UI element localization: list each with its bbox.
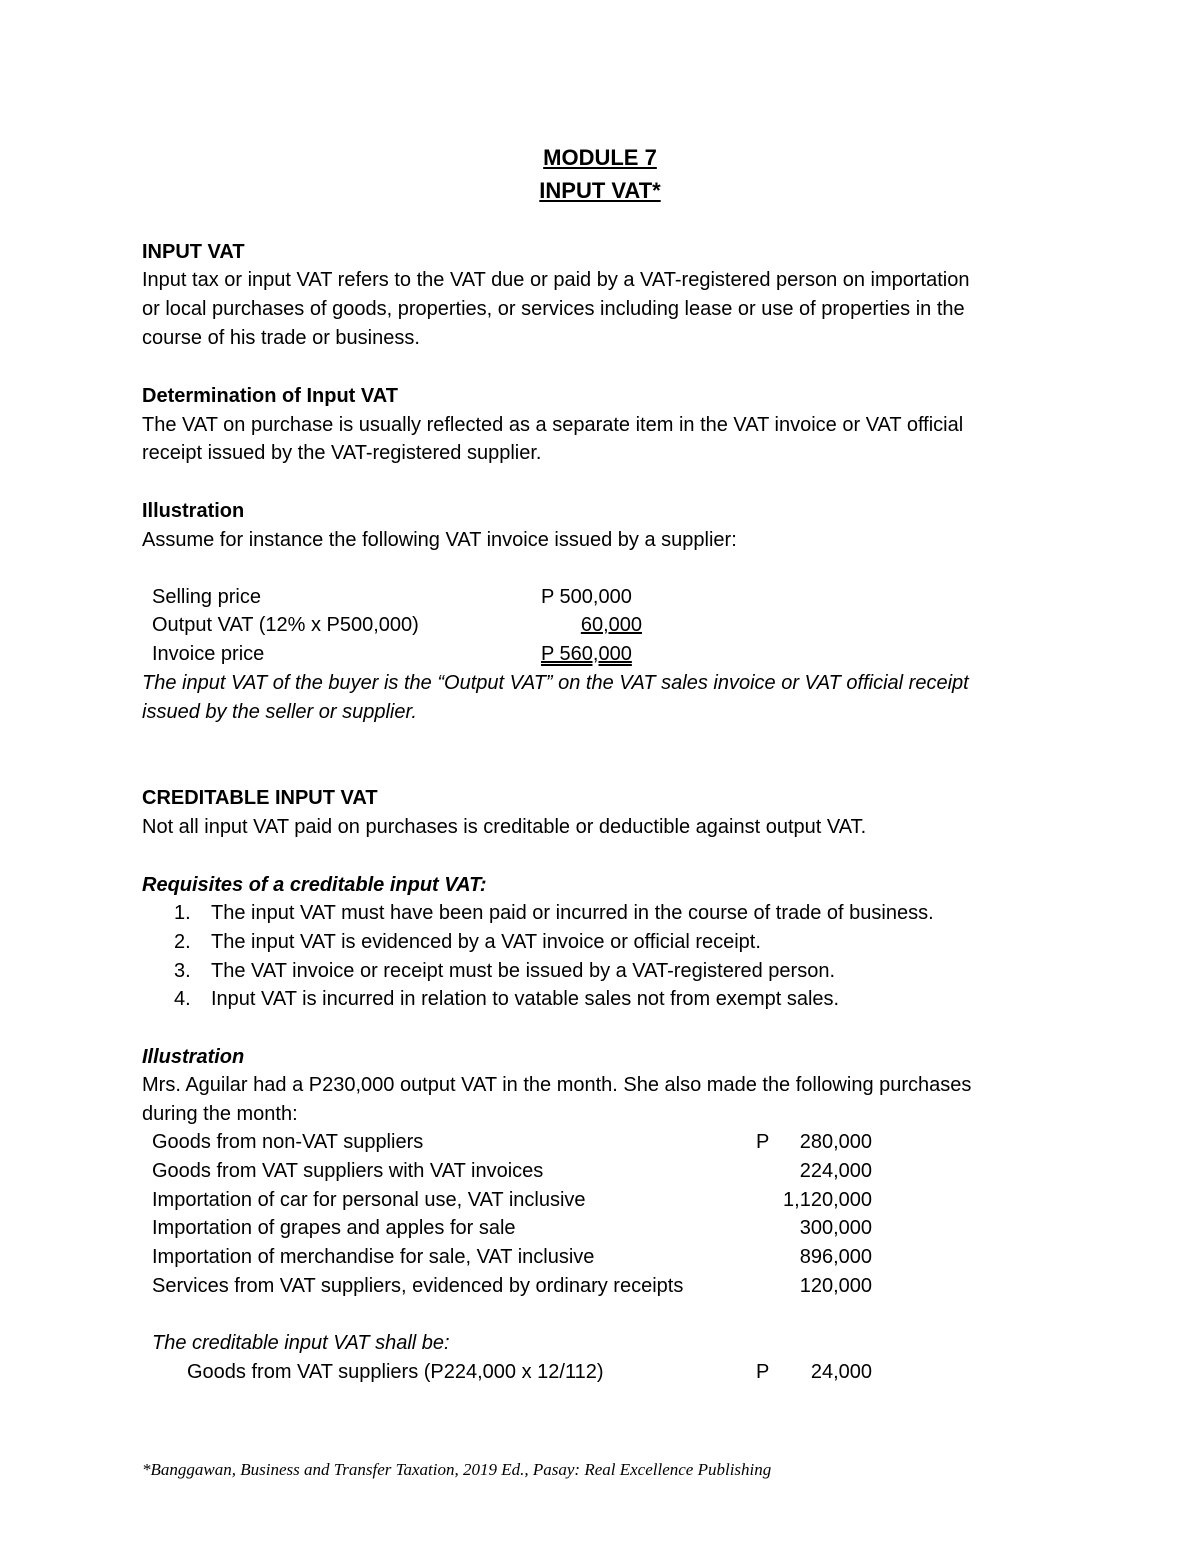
illustration2-intro: Mrs. Aguilar had a P230,000 output VAT in the month. She also made the following purchases	[142, 1074, 972, 1096]
invoice-row-value: P 500,000	[541, 586, 632, 608]
determination-line: receipt issued by the VAT-registered supplier.	[142, 442, 542, 464]
illustration-heading: Illustration	[142, 500, 245, 522]
purchase-currency: P	[756, 1131, 770, 1153]
creditable-vat-label: The creditable input VAT shall be:	[152, 1332, 450, 1354]
illustration-note: The input VAT of the buyer is the “Output VAT” on the VAT sales invoice or VAT official receipt	[142, 672, 969, 694]
creditable-vat-value: 24,000	[810, 1361, 872, 1383]
creditable-vat-currency: P	[756, 1361, 770, 1383]
module-title: MODULE 7	[543, 145, 657, 170]
creditable-heading: CREDITABLE INPUT VAT	[142, 787, 378, 809]
requisite-number: 2.	[174, 931, 191, 953]
invoice-row-value: 60,000	[580, 614, 642, 636]
input-vat-line: course of his trade or business.	[142, 327, 420, 349]
invoice-row-label: Output VAT (12% x P500,000)	[152, 614, 419, 636]
invoice-row-label: Selling price	[152, 586, 261, 608]
invoice-total-value: P 560,000	[541, 643, 632, 665]
requisite-number: 1.	[174, 902, 191, 924]
purchase-value: 120,000	[799, 1275, 872, 1297]
illustration-intro: Assume for instance the following VAT invoice issued by a supplier:	[142, 529, 737, 551]
purchase-value: 300,000	[799, 1217, 872, 1239]
illustration2-intro: during the month:	[142, 1103, 298, 1125]
invoice-row-label: Invoice price	[152, 643, 265, 665]
purchase-value: 896,000	[799, 1246, 872, 1268]
determination-heading: Determination of Input VAT	[142, 385, 398, 407]
requisite-text: The VAT invoice or receipt must be issued by a VAT-registered person.	[211, 960, 835, 982]
requisite-text: Input VAT is incurred in relation to vatable sales not from exempt sales.	[211, 988, 840, 1010]
requisite-text: The input VAT must have been paid or incurred in the course of trade of business.	[211, 902, 934, 924]
purchase-label: Importation of grapes and apples for sale	[152, 1217, 516, 1239]
input-vat-line: or local purchases of goods, properties, or services including lease or use of properties in the	[142, 298, 965, 320]
footnote: *Banggawan, Business and Transfer Taxation, 2019 Ed., Pasay: Real Excellence Publishing	[142, 1460, 772, 1479]
illustration-note: issued by the seller or supplier.	[142, 701, 417, 723]
purchase-label: Importation of car for personal use, VAT inclusive	[152, 1189, 586, 1211]
purchase-label: Importation of merchandise for sale, VAT inclusive	[152, 1246, 595, 1268]
requisites-heading: Requisites of a creditable input VAT:	[142, 874, 487, 896]
requisite-number: 3.	[174, 960, 191, 982]
purchase-value: 1,120,000	[783, 1189, 872, 1211]
purchase-label: Services from VAT suppliers, evidenced by ordinary receipts	[152, 1275, 684, 1297]
module-subtitle: INPUT VAT*	[539, 178, 661, 203]
purchase-label: Goods from VAT suppliers with VAT invoices	[152, 1160, 544, 1182]
creditable-vat-row-label: Goods from VAT suppliers (P224,000 x 12/112)	[187, 1361, 604, 1383]
requisite-number: 4.	[174, 988, 191, 1010]
input-vat-line: Input tax or input VAT refers to the VAT due or paid by a VAT-registered person on importation	[142, 269, 970, 291]
creditable-text: Not all input VAT paid on purchases is creditable or deductible against output VAT.	[142, 816, 867, 838]
illustration2-heading: Illustration	[142, 1046, 245, 1068]
determination-line: The VAT on purchase is usually reflected as a separate item in the VAT invoice or VAT official	[142, 414, 964, 436]
requisite-text: The input VAT is evidenced by a VAT invoice or official receipt.	[211, 931, 761, 953]
purchase-value: 224,000	[799, 1160, 872, 1182]
input-vat-heading: INPUT VAT	[142, 241, 245, 263]
purchase-value: 280,000	[799, 1131, 872, 1153]
purchase-label: Goods from non-VAT suppliers	[152, 1131, 424, 1153]
